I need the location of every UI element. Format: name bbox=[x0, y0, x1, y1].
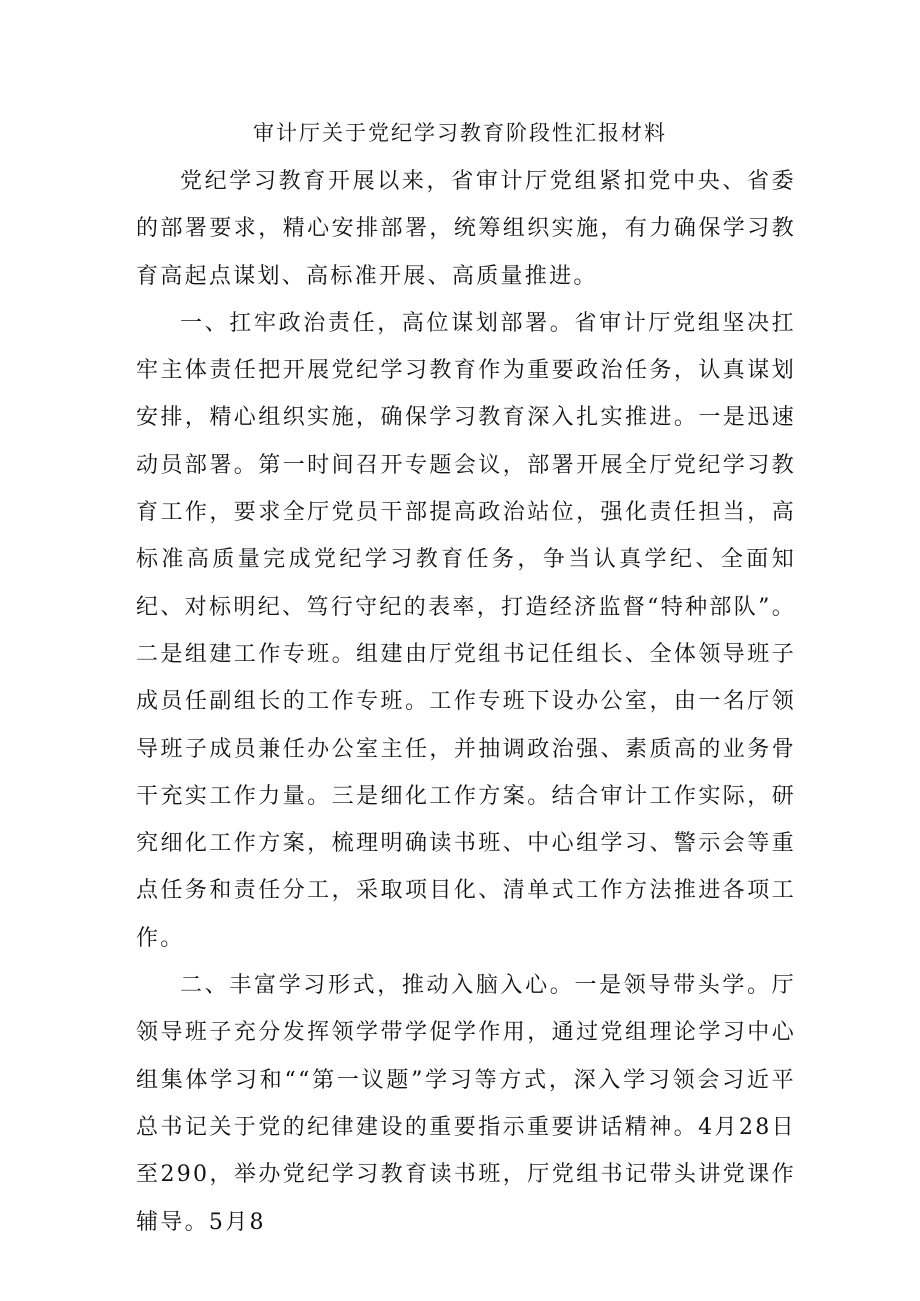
paragraph-section-two: 二、丰富学习形式，推动入脑入心。一是领导带头学。厅领导班子充分发挥领学带学促学作用，通过党组理论学习中心组集体学习和““第一议题”学习等方式，深入学习领会习近平总书记关于党的纪律建设的重要指示重要讲话精神。4月28日至290，举办党纪学习教育读书班，厅党组书记带头讲党课作辅导。5月8 bbox=[136, 973, 796, 1235]
paragraph-intro: 党纪学习教育开展以来，省审计厅党组紧扣党中央、省委的部署要求，精心安排部署，统筹组织实施，有力确保学习教育高起点谋划、高标准开展、高质量推进。 bbox=[136, 169, 796, 289]
paragraph-section-one: 一、扛牢政治责任，高位谋划部署。省审计厅党组坚决扛牢主体责任把开展党纪学习教育作为重要政治任务，认真谋划安排，精心组织实施，确保学习教育深入扎实推进。一是迅速动员部署。第一时间召开专题会议，部署开展全厅党纪学习教育工作，要求全厅党员干部提高政治站位，强化责任担当，高标准高质量完成党纪学习教育任务，争当认真学纪、全面知纪、对标明纪、笃行守纪的表率，打造经济监督“特种部队”。二是组建工作专班。组建由厅党组书记任组长、全体领导班子成员任副组长的工作专班。工作专班下设办公室，由一名厅领导班子成员兼任办公室主任，并抽调政治强、素质高的业务骨干充实工作力量。三是细化工作方案。结合审计工作实际，研究细化工作方案，梳理明确读书班、中心组学习、警示会等重点任务和责任分工，采取项目化、清单式工作方法推进各项工作。 bbox=[136, 310, 796, 951]
document-title: 审计厅关于党纪学习教育阶段性汇报材料 bbox=[253, 121, 667, 145]
document-body bbox=[136, 158, 796, 1246]
